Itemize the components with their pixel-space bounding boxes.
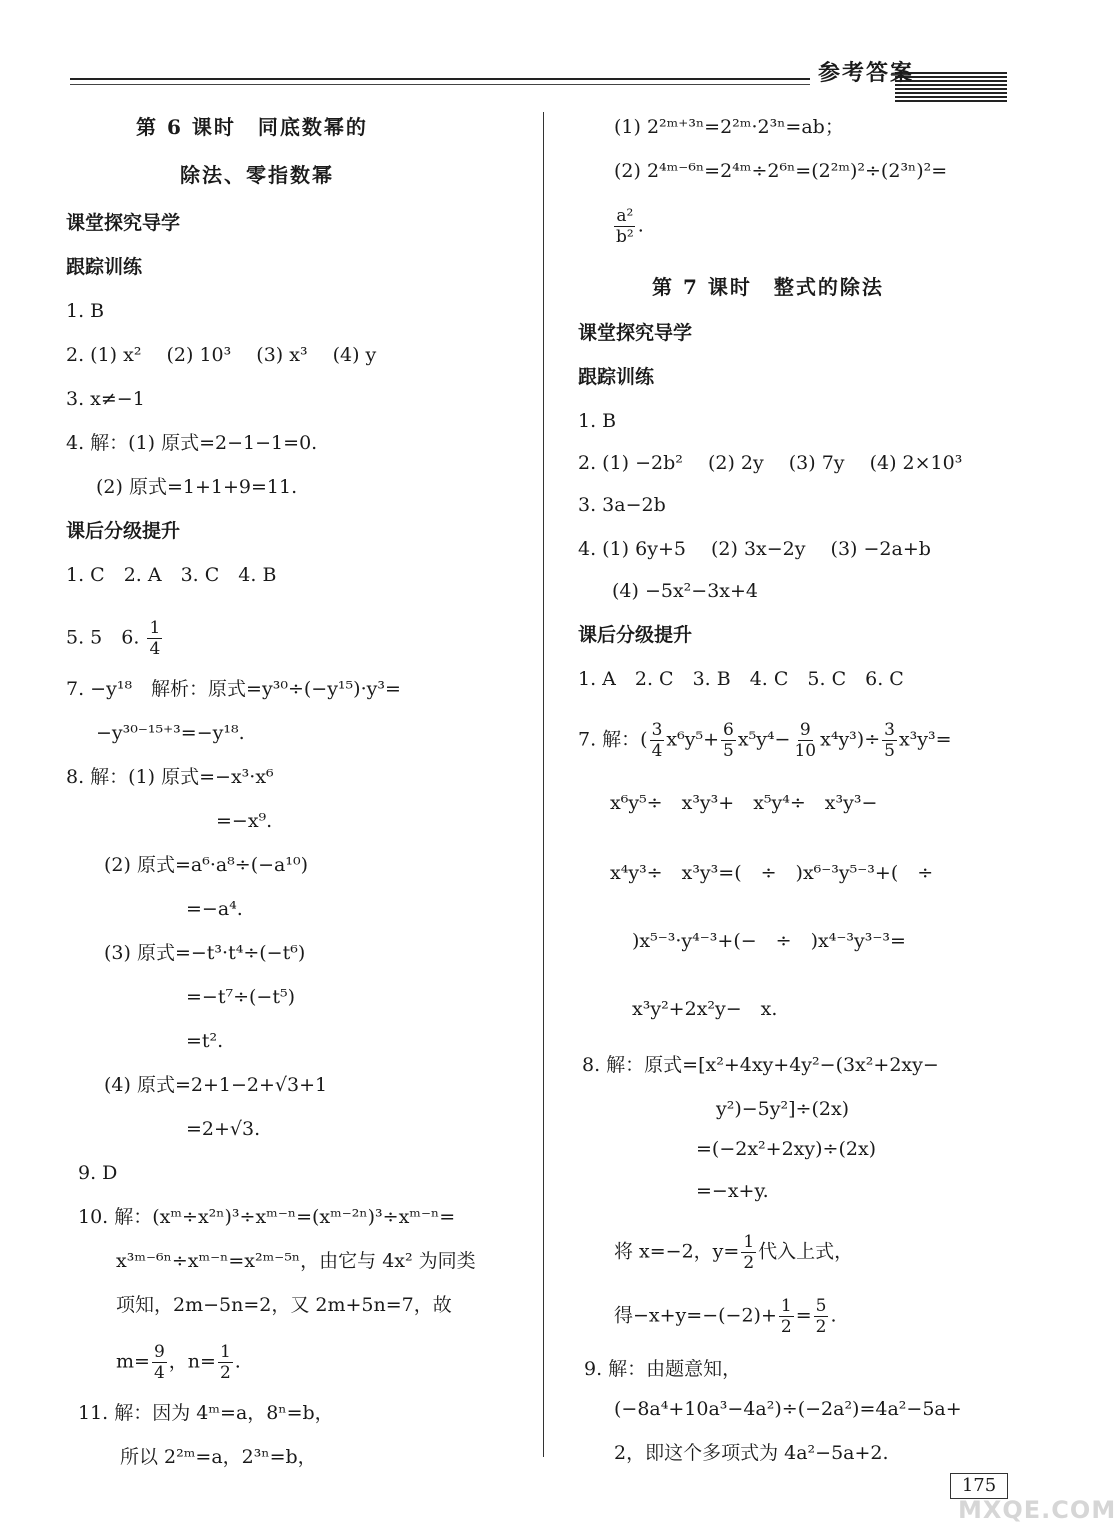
answer-line: 4. (1) 6y+5 (2) 3x−2y (3) −2a+b xyxy=(578,538,931,560)
numerator: 9 xyxy=(153,1342,165,1362)
section-heading: 跟踪训练 xyxy=(578,366,655,388)
fraction xyxy=(779,1296,794,1337)
answer-line: 4. 解：(1) 原式=2−1−1=0. xyxy=(66,432,318,454)
answer-line: x³y²+2x²y− x. xyxy=(632,998,778,1020)
numerator: 9 xyxy=(799,720,811,740)
fraction xyxy=(814,1296,829,1337)
fraction xyxy=(650,720,665,761)
answer-text: x⁴y³)÷ xyxy=(820,728,881,751)
answer-line xyxy=(614,1232,853,1273)
section-heading: 课堂探究导学 xyxy=(66,212,181,234)
numerator: 1 xyxy=(219,1342,231,1362)
answer-text: 5. 5 6. xyxy=(66,626,140,649)
fraction xyxy=(741,1232,756,1273)
answer-text: x⁶y⁵+ xyxy=(666,728,720,751)
answer-line: 所以 2²ᵐ=a，2³ⁿ=b， xyxy=(120,1446,317,1468)
answer-line: 2. (1) x² (2) 10³ (3) x³ (4) y xyxy=(66,344,377,366)
answer-line: (3) 原式=−t³·t⁴÷(−t⁶) xyxy=(104,942,306,964)
answer-line: =(−2x²+2xy)÷(2x) xyxy=(696,1138,877,1160)
fraction xyxy=(218,1342,233,1383)
answer-line: 3. x≠−1 xyxy=(66,388,145,410)
answer-line: (2) 原式=a⁶·a⁸÷(−a¹⁰) xyxy=(104,854,309,876)
denominator: 2 xyxy=(743,1253,755,1273)
answer-line xyxy=(612,206,644,247)
answer-text: = xyxy=(795,1304,812,1327)
answer-text: x⁵y⁴− xyxy=(737,728,791,751)
answer-line: (4) −5x²−3x+4 xyxy=(612,580,759,602)
denominator: 4 xyxy=(651,741,663,761)
answer-line: 9. D xyxy=(78,1162,118,1184)
denominator: 2 xyxy=(219,1363,231,1383)
answer-line: =t². xyxy=(186,1030,224,1052)
numerator: 1 xyxy=(780,1296,792,1316)
denominator: 4 xyxy=(153,1363,165,1383)
answer-text: . xyxy=(830,1304,837,1327)
denominator: 4 xyxy=(149,639,161,659)
answer-text: 代入上式， xyxy=(758,1240,854,1263)
answer-line: (2) 原式=1+1+9=11. xyxy=(96,476,298,498)
answer-line: 8. 解：(1) 原式=−x³·x⁶ xyxy=(66,766,274,788)
answer-line: (2) 2⁴ᵐ⁻⁶ⁿ=2⁴ᵐ÷2⁶ⁿ=(2²ᵐ)²÷(2³ⁿ)²= xyxy=(614,160,948,182)
denominator: b² xyxy=(616,227,634,247)
section-heading: 课堂探究导学 xyxy=(578,322,693,344)
answer-line xyxy=(66,618,164,659)
answer-text: 将 x=−2，y= xyxy=(614,1240,740,1263)
answer-line: 8. 解：原式=[x²+4xy+4y²−(3x²+2xy− xyxy=(582,1054,939,1076)
answer-line: (−8a⁴+10a³−4a²)÷(−2a²)=4a²−5a+ xyxy=(614,1398,962,1420)
fraction xyxy=(152,1342,167,1383)
fraction xyxy=(614,206,636,247)
fraction xyxy=(882,720,897,761)
denominator: 2 xyxy=(780,1317,792,1337)
numerator: 3 xyxy=(884,720,895,740)
lesson-title-line1: 第 6 课时 同底数幂的 xyxy=(136,115,368,139)
header-rule-thin xyxy=(70,84,810,85)
numerator: 3 xyxy=(651,720,663,740)
numerator: 1 xyxy=(149,618,161,638)
fraction xyxy=(147,618,162,659)
answer-line: (1) 2²ᵐ⁺³ⁿ=2²ᵐ·2³ⁿ=ab； xyxy=(614,116,844,138)
answer-line: x⁶y⁵÷ x³y³+ x⁵y⁴÷ x³y³− xyxy=(610,792,878,814)
denominator: 2 xyxy=(815,1317,827,1337)
answer-line: =2+√3. xyxy=(186,1118,261,1140)
answer-line: =−t⁷÷(−t⁵) xyxy=(186,986,296,1008)
answer-line: 3. 3a−2b xyxy=(578,494,666,516)
answer-line: 7. −y¹⁸ 解析：原式=y³⁰÷(−y¹⁵)·y³= xyxy=(66,678,401,700)
numerator: a² xyxy=(616,206,634,226)
answer-text: 7. 解： xyxy=(578,728,641,751)
answer-line: x³ᵐ⁻⁶ⁿ÷xᵐ⁻ⁿ=x²ᵐ⁻⁵ⁿ，由它与 4x² 为同类 xyxy=(116,1250,476,1272)
answer-line: 10. 解：(xᵐ÷x²ⁿ)³÷xᵐ⁻ⁿ=(xᵐ⁻²ⁿ)³÷xᵐ⁻ⁿ= xyxy=(78,1206,456,1228)
answer-line: 1. B xyxy=(66,300,105,322)
page-number: 175 xyxy=(950,1473,1008,1499)
answer-line: 1. B xyxy=(578,410,617,432)
answer-line: 2，即这个多项式为 4a²−5a+2. xyxy=(614,1442,889,1464)
answer-line: 11. 解：因为 4ᵐ=a，8ⁿ=b， xyxy=(78,1402,334,1424)
answer-line xyxy=(614,1296,837,1337)
answer-text: m= xyxy=(116,1350,150,1373)
answer-line: 2. (1) −2b² (2) 2y (3) 7y (4) 2×10³ xyxy=(578,452,963,474)
fraction xyxy=(721,720,736,761)
watermark: MXQE.COM xyxy=(958,1496,1116,1524)
lesson-title: 第 7 课时 整式的除法 xyxy=(652,275,884,299)
numerator: 5 xyxy=(815,1296,827,1316)
answer-line: =−x⁹. xyxy=(216,810,273,832)
header-rule xyxy=(70,78,810,80)
numerator: 1 xyxy=(743,1232,755,1252)
answer-text: . xyxy=(637,214,644,237)
answer-line: 1. A 2. C 3. B 4. C 5. C 6. C xyxy=(578,668,904,690)
section-heading: 跟踪训练 xyxy=(66,256,143,278)
answer-line: 1. C 2. A 3. C 4. B xyxy=(66,564,277,586)
denominator: 10 xyxy=(794,741,817,761)
answer-line: 9. 解：由题意知， xyxy=(584,1358,742,1380)
answer-line: )x⁵⁻³·y⁴⁻³+(− ÷ )x⁴⁻³y³⁻³= xyxy=(632,930,906,952)
answer-line xyxy=(116,1342,241,1383)
answer-line: −y³⁰⁻¹⁵⁺³=−y¹⁸. xyxy=(96,722,245,744)
answer-line: y²)−5y²]÷(2x) xyxy=(716,1098,850,1120)
answer-line: =−a⁴. xyxy=(186,898,243,920)
section-heading: 课后分级提升 xyxy=(578,624,693,646)
denominator: 5 xyxy=(723,741,734,761)
answer-text: ，n= xyxy=(168,1350,216,1373)
answer-line: (4) 原式=2+1−2+√3+1 xyxy=(104,1074,328,1096)
header-title: 参考答案 xyxy=(818,60,915,86)
fraction xyxy=(792,720,818,761)
section-heading: 课后分级提升 xyxy=(66,520,181,542)
lesson-title-line2: 除法、零指数幂 xyxy=(180,163,334,187)
answer-text: x³y³= xyxy=(898,728,952,751)
numerator: 6 xyxy=(723,720,734,740)
denominator: 5 xyxy=(884,741,895,761)
answer-text: . xyxy=(234,1350,241,1373)
answer-line: =−x+y. xyxy=(696,1180,769,1202)
answer-line: x⁴y³÷ x³y³=( ÷ )x⁶⁻³y⁵⁻³+( ÷ xyxy=(610,862,934,884)
column-divider xyxy=(543,112,544,1457)
answer-line: 项知，2m−5n=2，又 2m+5n=7，故 xyxy=(116,1294,452,1316)
answer-text: 得−x+y=−(−2)+ xyxy=(614,1304,777,1327)
answer-line: 7. 解：( $\frac{3}{4}$ x⁶y⁵+ $\frac{6}{5}$ x⁵y⁴− $\frac{9}{10}$ x⁴y³)÷ $\frac{3}{5}$ x³y³= xyxy=(578,720,952,761)
